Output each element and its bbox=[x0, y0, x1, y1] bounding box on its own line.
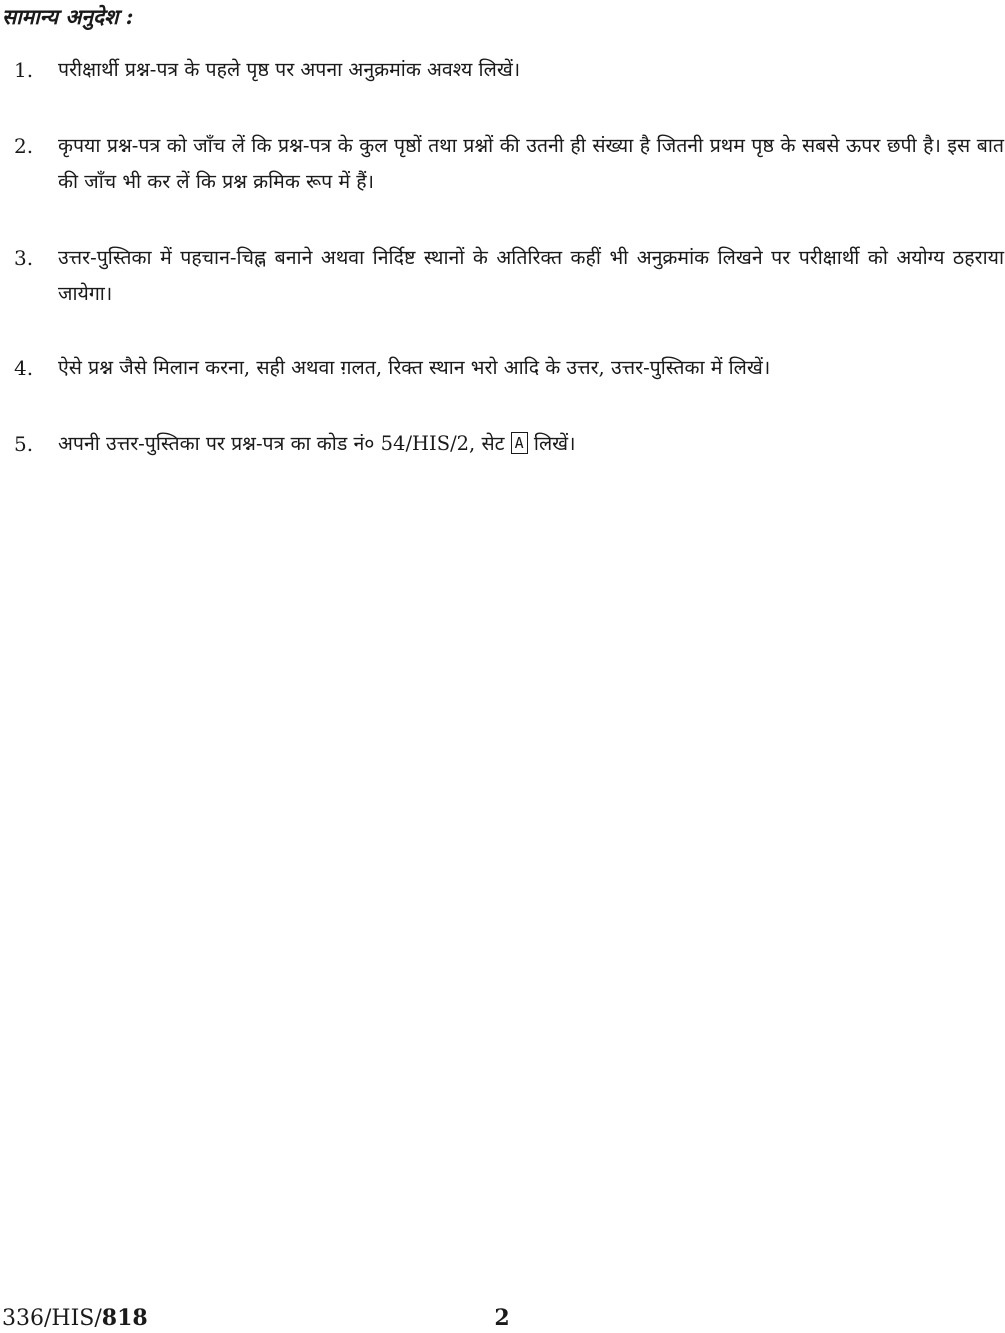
instruction-number: 2. bbox=[14, 134, 34, 158]
set-letter-box: A bbox=[511, 432, 528, 454]
instruction-text: कृपया प्रश्न-पत्र को जाँच लें कि प्रश्न-पत्र के कुल पृष्ठों तथा प्रश्नों की उतनी ही संख्या है जितनी प्रथम पृष्ठ के सबसे ऊपर छपी है। इस बात की जाँच भी कर लें कि प्रश्न क्रमिक रूप में हैं। bbox=[58, 134, 1004, 193]
paper-code-number: 818 bbox=[101, 1305, 148, 1331]
instruction-number: 1. bbox=[14, 58, 34, 82]
instruction-text: उत्तर-पुस्तिका में पहचान-चिह्न बनाने अथवा निर्दिष्ट स्थानों के अतिरिक्त कहीं भी अनुक्रमांक लिखने पर परीक्षार्थी को अयोग्य ठहराया जायेगा। bbox=[58, 246, 1004, 305]
instruction-text: ऐसे प्रश्न जैसे मिलान करना, सही अथवा ग़लत, रिक्त स्थान भरो आदि के उत्तर, उत्तर-पुस्तिका में लिखें। bbox=[58, 356, 771, 379]
instruction-number: 5. bbox=[14, 432, 34, 456]
instruction-number: 3. bbox=[14, 246, 34, 270]
instruction-text bbox=[58, 426, 1004, 462]
page-number: 2 bbox=[494, 1305, 510, 1331]
instruction-text: परीक्षार्थी प्रश्न-पत्र के पहले पृष्ठ पर अपना अनुक्रमांक अवश्य लिखें। bbox=[58, 58, 521, 81]
instructions-heading: सामान्य अनुदेश : bbox=[2, 4, 134, 29]
paper-code-prefix: 336/HIS/ bbox=[2, 1306, 102, 1331]
instruction-text-after: लिखें। bbox=[533, 432, 576, 455]
instruction-text-before: अपनी उत्तर-पुस्तिका पर प्रश्न-पत्र का कोड नं० 54/HIS/2, सेट bbox=[58, 432, 505, 455]
paper-code bbox=[2, 1304, 148, 1333]
instruction-number: 4. bbox=[14, 356, 34, 380]
